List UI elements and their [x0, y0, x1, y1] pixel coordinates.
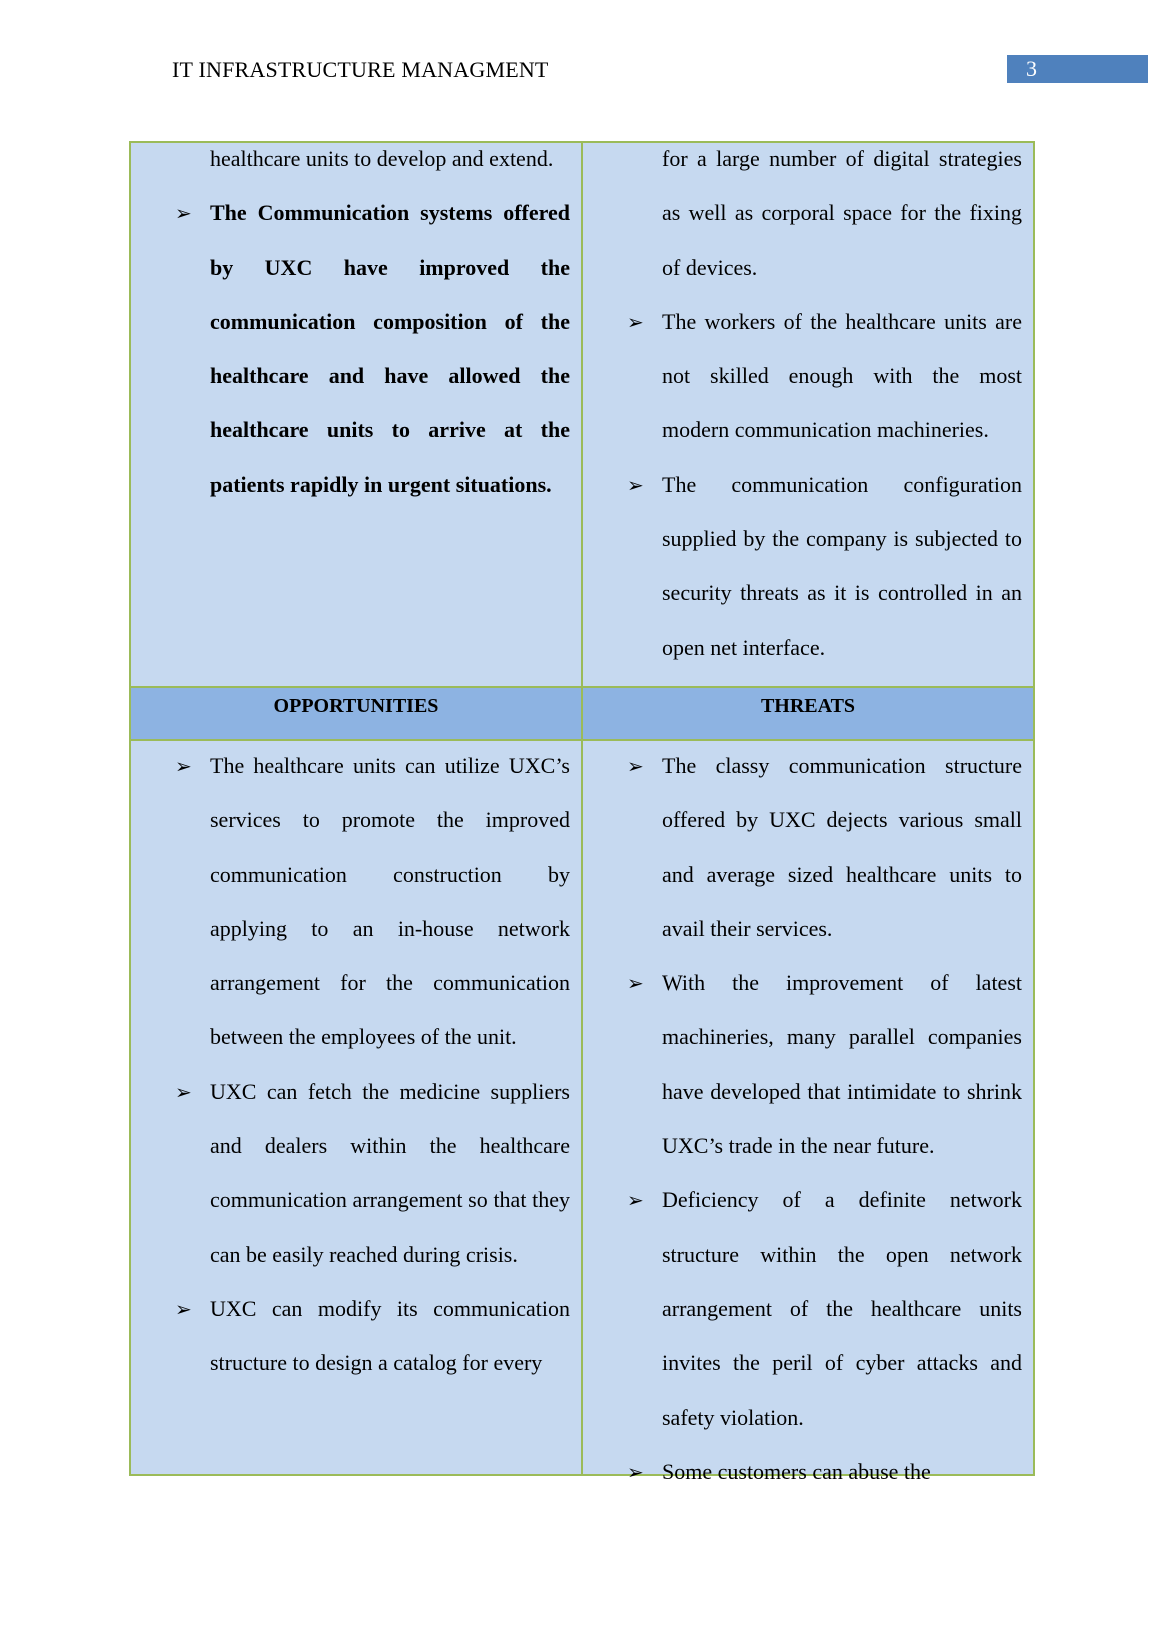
swot-table: [129, 141, 1035, 1484]
list-item-text: The Communication systems offered by UXC have improved the communication composition of the healthcare and have allowed the healthcare units to arrive at the patients rapidly in urgent situations.: [210, 200, 570, 497]
cell-threats: [583, 741, 1033, 1484]
page-number-badge: 3: [1007, 55, 1148, 83]
arrow-bullet-icon: ➢: [627, 472, 644, 497]
running-header-title: IT INFRASTRUCTURE MANAGMENT: [172, 57, 549, 82]
list-item-text: healthcare units to develop and extend.: [210, 146, 554, 171]
cell-opportunities-heading: [131, 688, 583, 739]
list-item: [583, 132, 1033, 295]
list-item: [583, 1173, 1033, 1444]
list-item: [583, 1445, 1033, 1499]
arrow-bullet-icon: ➢: [627, 309, 644, 334]
weaknesses-list: [583, 132, 1033, 675]
cell-strengths: [131, 143, 583, 686]
list-item: [131, 1065, 581, 1282]
list-item: [131, 186, 581, 512]
list-item-text: The communication configuration supplied by the company is subjected to security threats as it is controlled in an open net interface.: [662, 471, 1022, 660]
list-item-text: The classy communication structure offered by UXC dejects various small and average sized healthcare units to avail their services.: [662, 753, 1022, 941]
opportunities-heading: OPPORTUNITIES: [273, 695, 439, 717]
opportunities-list: [131, 739, 581, 1391]
arrow-bullet-icon: ➢: [627, 1459, 644, 1484]
list-item: [583, 956, 1033, 1173]
strengths-list: [131, 132, 581, 512]
list-item-text: for a large number of digital strategies as well as corporal space for the fixing of devices.: [662, 146, 1022, 280]
list-item-text: With the improvement of latest machineries, many parallel companies have developed that intimidate to shrink UXC’s trade in the near future.: [662, 970, 1022, 1159]
list-item: [131, 739, 581, 1065]
list-item: [131, 1282, 581, 1391]
arrow-bullet-icon: ➢: [175, 754, 192, 778]
arrow-bullet-icon: ➢: [627, 1188, 644, 1213]
arrow-bullet-icon: ➢: [627, 754, 644, 778]
table-row-opportunities-threats: [131, 741, 1033, 1484]
list-item-text: Some customers can abuse the: [662, 1458, 931, 1484]
cell-weaknesses: [583, 143, 1033, 686]
arrow-bullet-icon: ➢: [627, 971, 644, 996]
list-item-text: The healthcare units can utilize UXC’s services to promote the improved communication construction by applying to an in-house network arrangement for the communication between the employees of the unit.: [210, 753, 570, 1050]
list-item: [131, 132, 581, 186]
cell-opportunities: [131, 741, 583, 1474]
list-item: [583, 295, 1033, 458]
cell-threats-heading: [583, 688, 1033, 739]
threats-list: [583, 739, 1033, 1499]
list-item: [583, 458, 1033, 675]
table-row-strengths-weaknesses: [131, 143, 1033, 686]
threats-heading: THREATS: [760, 695, 856, 717]
table-row-headings: [131, 686, 1033, 741]
list-item: [583, 739, 1033, 956]
arrow-bullet-icon: ➢: [175, 1296, 192, 1321]
list-item-text: UXC can fetch the medicine suppliers and dealers within the healthcare communication arrangement so that they can be easily reached during crisis.: [210, 1078, 570, 1267]
list-item-text: UXC can modify its communication structure to design a catalog for every: [210, 1295, 570, 1376]
arrow-bullet-icon: ➢: [175, 1079, 192, 1104]
arrow-bullet-icon: ➢: [175, 201, 192, 226]
list-item-text: The workers of the healthcare units are not skilled enough with the most modern communication machineries.: [662, 308, 1022, 443]
list-item-text: Deficiency of a definite network structure within the open network arrangement of the healthcare units invites the peril of cyber attacks and safety violation.: [662, 1187, 1022, 1430]
